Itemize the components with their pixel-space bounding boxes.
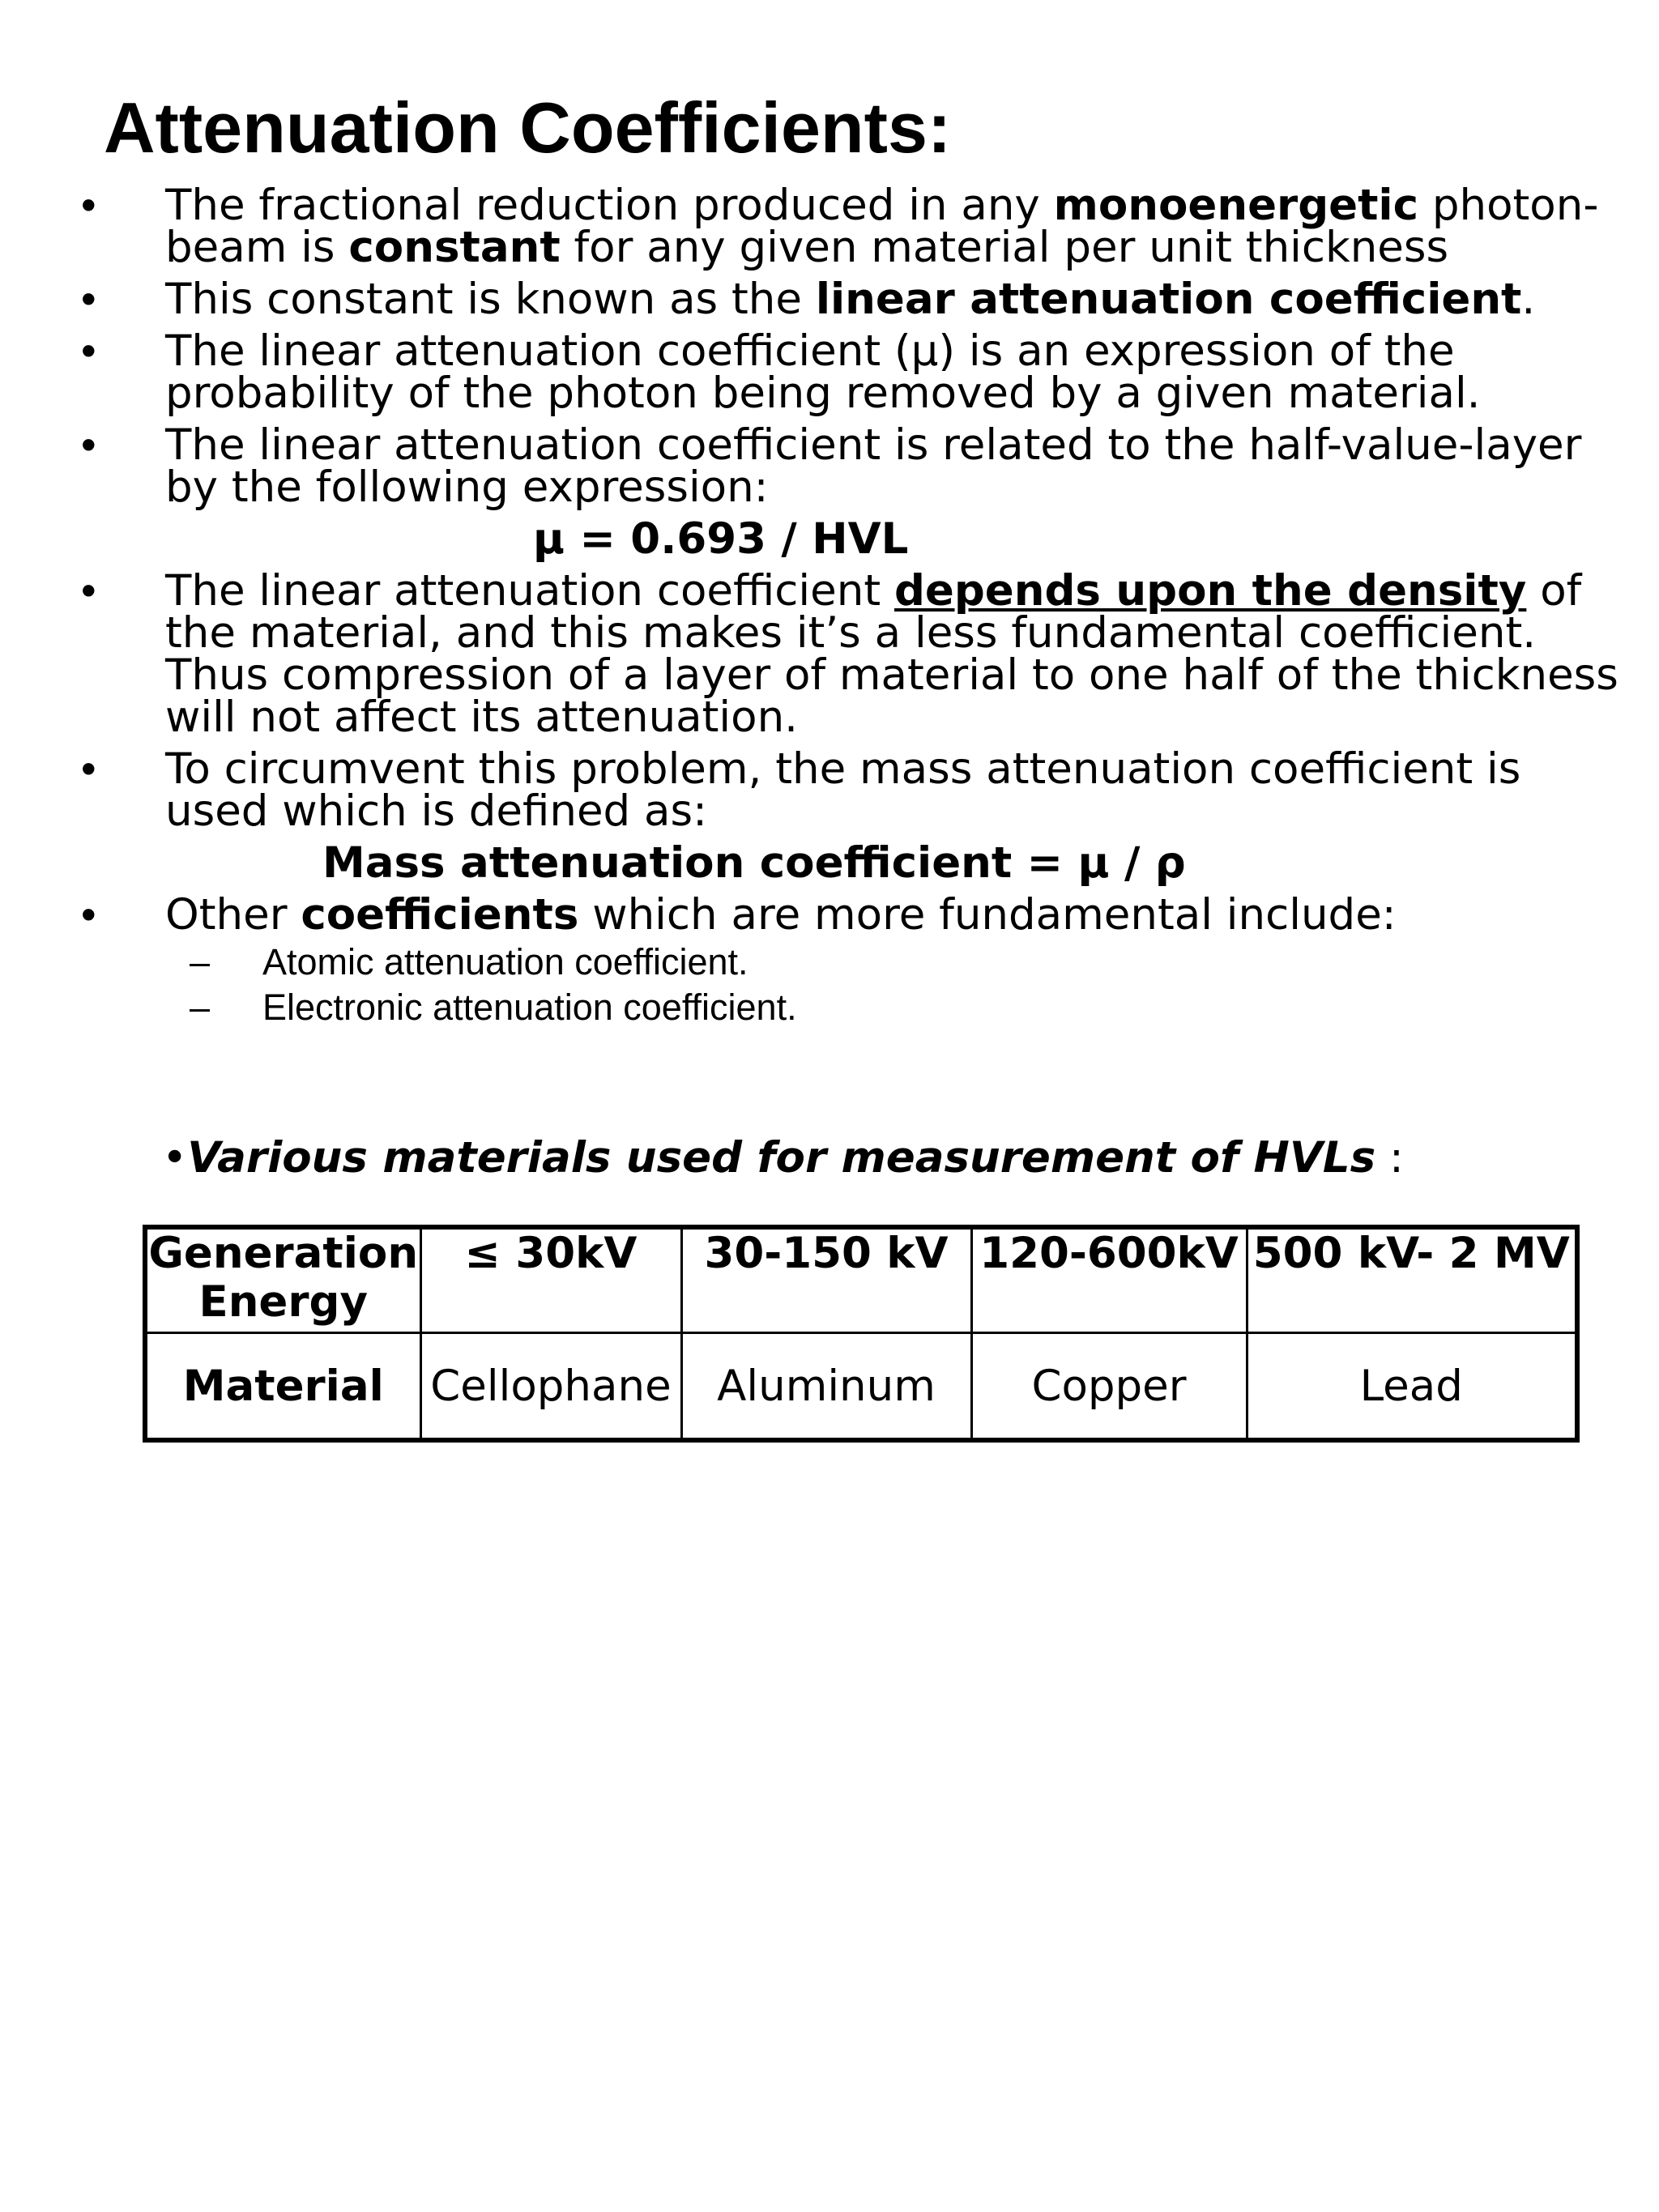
- table-header-cell: 500 kV- 2 MV: [1247, 1227, 1577, 1333]
- table-cell: Lead: [1247, 1333, 1577, 1441]
- table-cell: Aluminum: [681, 1333, 971, 1441]
- bullet-list: [81, 181, 1632, 1040]
- hvl-materials-table: [143, 1225, 1580, 1443]
- table-row: [145, 1333, 1577, 1441]
- bullet-text-bold: constant: [348, 223, 561, 272]
- bullet-text-bold: coefficients: [301, 890, 579, 940]
- table-row: [145, 1227, 1577, 1333]
- bullet-text: for any given material per unit thickness: [560, 223, 1449, 272]
- materials-heading-suffix: :: [1375, 1133, 1404, 1183]
- table-header-cell: 120-600kV: [971, 1227, 1247, 1333]
- bullet-text: This constant is known as the: [165, 275, 816, 324]
- bullet-item: [81, 566, 1632, 742]
- table-row-label: Material: [145, 1333, 420, 1441]
- table-header-cell: ≤ 30kV: [420, 1227, 681, 1333]
- bullet-item: [81, 744, 1620, 888]
- bullet-item: [81, 326, 1620, 418]
- sub-list: [165, 940, 1620, 1030]
- table-cell: Copper: [971, 1333, 1247, 1441]
- bullet-item: [81, 181, 1620, 272]
- heading-bullet: •: [162, 1133, 188, 1183]
- bullet-text: To circumvent this problem, the mass attenuation coefficient is used which is defined as:: [165, 744, 1535, 836]
- table-header-cell: Generation Energy: [145, 1227, 420, 1333]
- bullet-text-bold: monoenergetic: [1053, 181, 1419, 230]
- sub-list-item: – Atomic attenuation coefficient.: [165, 940, 1620, 985]
- bullet-text: of the material, and this makes it’s a less fundamental coefficient. Thus compression of a layer of material to one half of the thickness will not affect its attenuation.: [165, 566, 1632, 742]
- materials-heading-text: Various materials used for measurement of HVLs: [187, 1133, 1376, 1183]
- bullet-item: [81, 275, 1620, 324]
- bullet-text-underlined: depends upon the density: [893, 566, 1527, 616]
- page-title: Attenuation Coefficients:: [104, 87, 952, 168]
- sub-list-item: – Electronic attenuation coefficient.: [165, 985, 1620, 1030]
- bullet-text: The linear attenuation coefficient (µ) is an expression of the probability of the photon being removed by a given material.: [165, 326, 1481, 418]
- bullet-item: [81, 890, 1620, 1030]
- bullet-text-bold: linear attenuation coefficient: [815, 275, 1522, 324]
- mass-attenuation-formula: Mass attenuation coefficient = µ / ρ: [322, 838, 1186, 888]
- table-cell: Cellophane: [420, 1333, 681, 1441]
- bullet-text: Other: [165, 890, 301, 940]
- hvl-formula: µ = 0.693 / HVL: [533, 514, 909, 564]
- bullet-text: .: [1521, 275, 1536, 324]
- bullet-text: The linear attenuation coefficient: [165, 566, 894, 616]
- bullet-text: The linear attenuation coefficient is related to the half-value-layer by the following expression:: [165, 420, 1596, 512]
- bullet-text: The fractional reduction produced in any: [165, 181, 1054, 230]
- table-header-cell: 30-150 kV: [681, 1227, 971, 1333]
- bullet-text: which are more fundamental include:: [578, 890, 1397, 940]
- bullet-item: [81, 420, 1620, 564]
- materials-heading: [162, 1134, 1404, 1183]
- bullet-text: photon-beam is: [165, 181, 1599, 272]
